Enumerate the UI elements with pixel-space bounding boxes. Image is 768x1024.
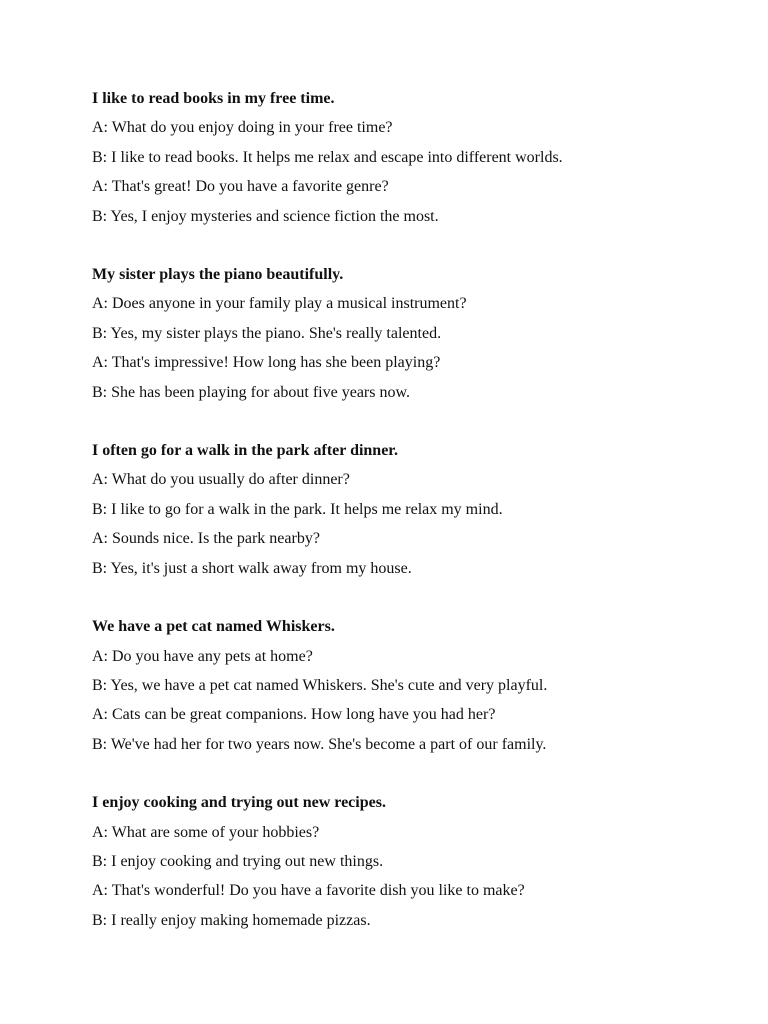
document-body (92, 84, 712, 964)
dialogue-section-reading (92, 84, 712, 231)
dialogue-line: B: Yes, we have a pet cat named Whiskers. She's cute and very playful. (92, 676, 548, 694)
dialogue-line: A: That's wonderful! Do you have a favorite dish you like to make? (92, 882, 525, 900)
dialogue-line: B: She has been playing for about five years now. (92, 383, 410, 401)
dialogue-line: B: Yes, it's just a short walk away from my house. (92, 559, 412, 577)
dialogue-line: A: That's impressive! How long has she been playing? (92, 354, 441, 372)
dialogue-line: B: I like to go for a walk in the park. It helps me relax my mind. (92, 500, 503, 518)
section-heading: I often go for a walk in the park after dinner. (92, 442, 398, 460)
dialogue-line: B: I enjoy cooking and trying out new things. (92, 852, 384, 870)
dialogue-line: B: I really enjoy making homemade pizzas. (92, 911, 371, 929)
dialogue-line: B: Yes, I enjoy mysteries and science fiction the most. (92, 207, 439, 225)
dialogue-line: A: What do you usually do after dinner? (92, 471, 350, 489)
dialogue-section-walk (92, 436, 712, 583)
dialogue-line: A: What are some of your hobbies? (92, 823, 320, 841)
dialogue-line: A: Does anyone in your family play a musical instrument? (92, 295, 467, 313)
dialogue-line: A: Do you have any pets at home? (92, 647, 313, 665)
dialogue-section-cooking (92, 788, 712, 935)
dialogue-line: A: What do you enjoy doing in your free time? (92, 119, 393, 137)
dialogue-section-piano (92, 260, 712, 407)
section-heading: My sister plays the piano beautifully. (92, 266, 344, 284)
section-heading: I like to read books in my free time. (92, 90, 335, 107)
dialogue-line: A: Sounds nice. Is the park nearby? (92, 530, 320, 548)
section-heading: We have a pet cat named Whiskers. (92, 618, 335, 636)
dialogue-line: A: That's great! Do you have a favorite genre? (92, 178, 389, 196)
dialogue-line: B: I like to read books. It helps me relax and escape into different worlds. (92, 148, 563, 166)
dialogue-line: B: Yes, my sister plays the piano. She's really talented. (92, 324, 442, 342)
section-heading: I enjoy cooking and trying out new recipes. (92, 794, 386, 812)
dialogue-section-pet-cat (92, 612, 712, 759)
dialogue-line: B: We've had her for two years now. She's become a part of our family. (92, 735, 547, 753)
dialogue-line: A: Cats can be great companions. How long have you had her? (92, 706, 496, 724)
